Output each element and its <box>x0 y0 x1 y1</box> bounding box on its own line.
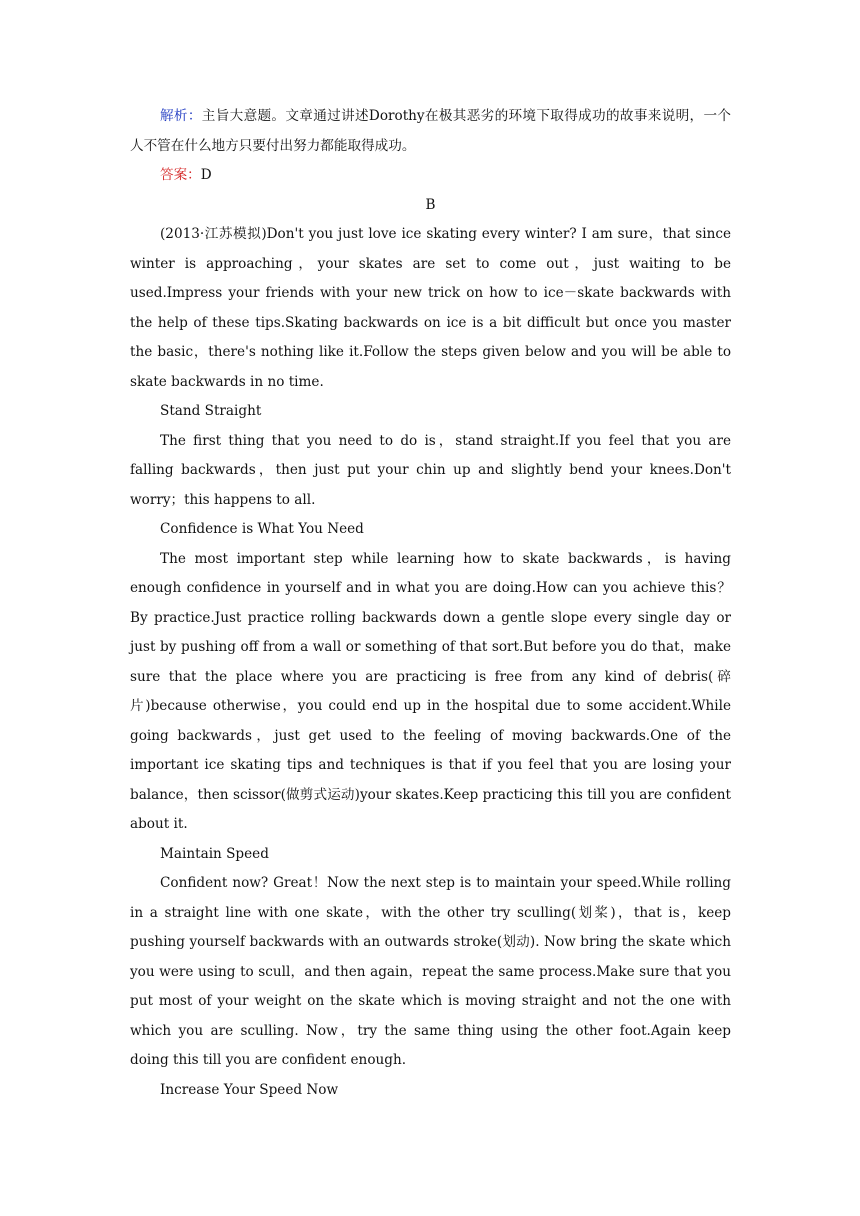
section-body-stand-straight: The first thing that you need to do is，stand straight.If you feel that you are falling backwards，then just put your chin up and slightly bend your knees.Don't worry；this happens to all. <box>130 432 731 508</box>
section-letter: B <box>425 196 436 213</box>
section-body-maintain-speed: Confident now? Great！Now the next step is to maintain your speed.While rolling in a straight line with one skate，with the other try sculling(划桨)，that is，keep pushing yourself backwards with an outwards stroke(划动). Now bring the skate which you were using to scull，and then again，repeat the same process.Make sure that you put most of your weight on the skate which is moving straight and not the one with which you are sculling. Now，try the same thing using the other foot.Again keep doing this till you are confident enough. <box>130 875 731 1068</box>
answer-paragraph <box>130 161 731 191</box>
answer-value: D <box>200 167 212 183</box>
document-page <box>130 102 731 1105</box>
intro-paragraph: (2013·江苏模拟)Don't you just love ice skating every winter? I am sure，that since winter is approaching，your skates are set to come out，just waiting to be used.Impress your friends with your new trick on how to ice－skate backwards with the help of these tips.Skating backwards on ice is a bit difficult but once you master the basic，there's nothing like it.Follow the steps given below and you will be able to skate backwards in no time. <box>130 226 731 390</box>
section-heading-increase-speed: Increase Your Speed Now <box>160 1081 339 1098</box>
section-heading-stand-straight: Stand Straight <box>160 403 262 419</box>
analysis-text: 主旨大意题。文章通过讲述Dorothy在极其恶劣的环境下取得成功的故事来说明，一个人不管在什么地方只要付出努力都能取得成功。 <box>130 108 732 154</box>
analysis-paragraph <box>130 102 731 161</box>
section-heading-confidence: Confidence is What You Need <box>160 521 364 537</box>
answer-label: 答案： <box>160 167 201 183</box>
section-heading-maintain-speed: Maintain Speed <box>160 845 269 862</box>
analysis-label: 解析： <box>160 108 202 124</box>
section-body-confidence: The most important step while learning how to skate backwards，is having enough confidence in yourself and in what you are doing.How can you achieve this？By practice.Just practice rolling backwards down a gentle slope every single day or just by pushing off from a wall or something of that sort.But before you do that，make sure that the place where you are practicing is free from any kind of debris(碎片)because otherwise，you could end up in the hospital due to some accident.While going backwards，just get used to the feeling of moving backwards.One of the important ice skating tips and techniques is that if you feel that you are losing your balance，then scissor(做剪式运动)your skates.Keep practicing this till you are confident about it. <box>130 550 731 832</box>
